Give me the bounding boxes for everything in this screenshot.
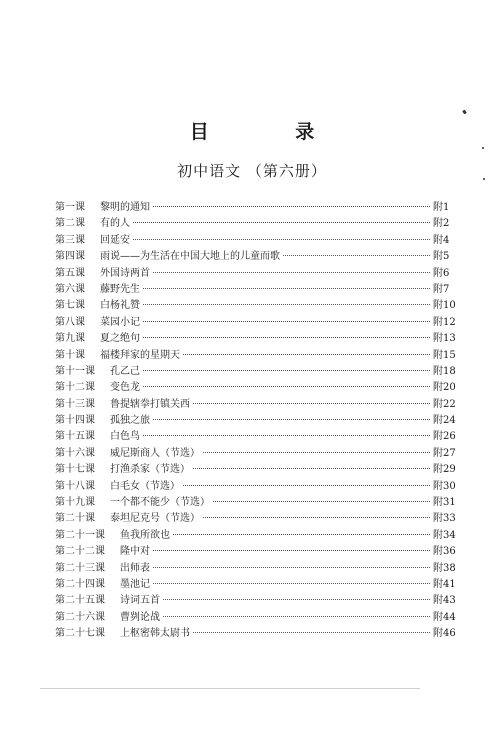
dot-leader (173, 534, 430, 535)
lesson-title: 鲁提辖拳打镇关西 (110, 398, 190, 410)
lesson-number: 第二十四课 (55, 578, 105, 590)
dot-leader (143, 386, 430, 387)
toc-entry (55, 626, 463, 642)
lesson-title: 有的人 (100, 218, 130, 230)
lesson-number: 第二十一课 (55, 529, 105, 541)
lesson-number: 第二十五课 (55, 595, 105, 607)
lesson-title: 威尼斯商人（节选） (110, 447, 200, 459)
dot-leader (193, 403, 430, 404)
book-subtitle: 初中语文 （第六册） (177, 162, 327, 180)
page-reference: 附1 (433, 202, 450, 213)
page-reference: 附5 (433, 251, 450, 263)
lesson-title: 曹刿论战 (120, 611, 160, 623)
lesson-title: 隆中对 (120, 546, 150, 558)
page-reference: 附43 (433, 595, 456, 607)
page-reference: 附13 (433, 333, 456, 345)
lesson-title: 菜园小记 (100, 316, 140, 328)
dot-leader (283, 255, 430, 256)
page-reference: 附46 (433, 628, 456, 640)
dot-leader (153, 206, 430, 207)
lesson-title: 鱼我所欲也 (120, 529, 170, 541)
lesson-number: 第五课 (55, 267, 85, 279)
lesson-title: 孤独之旅 (110, 415, 150, 427)
lesson-title: 外国诗两首 (100, 267, 150, 279)
lesson-number: 第二课 (55, 218, 85, 230)
page-reference: 附36 (433, 546, 456, 558)
dot-leader (153, 583, 430, 584)
dot-leader (143, 321, 430, 322)
dot-leader (183, 485, 430, 486)
lesson-number: 第三课 (55, 234, 85, 246)
lesson-title: 白杨礼赞 (100, 300, 140, 312)
toc-entry (55, 249, 463, 265)
table-of-contents (55, 200, 463, 643)
lesson-number: 第十一课 (55, 365, 95, 377)
lesson-number: 第二十七课 (55, 628, 105, 640)
toc-entry (55, 348, 463, 364)
lesson-title: 泰坦尼克号（节选） (110, 513, 200, 525)
page-reference: 附2 (433, 218, 450, 230)
dot-leader (133, 222, 430, 223)
toc-entry (55, 397, 463, 413)
lesson-number: 第八课 (55, 316, 85, 328)
lesson-number: 第十五课 (55, 431, 95, 443)
dot-leader (133, 239, 430, 240)
dot-leader (143, 304, 430, 305)
lesson-number: 第十二课 (55, 382, 95, 394)
lesson-number: 第十八课 (55, 480, 95, 492)
lesson-title: 白色鸟 (110, 431, 140, 443)
toc-entry (55, 511, 463, 527)
dot-leader (213, 501, 430, 502)
lesson-title: 诗词五首 (120, 595, 160, 607)
toc-entry (55, 446, 463, 462)
toc-entry (55, 544, 463, 560)
lesson-number: 第二十课 (55, 513, 95, 525)
scan-speck (462, 110, 467, 115)
toc-entry (55, 577, 463, 593)
page-reference: 附44 (433, 611, 456, 623)
toc-entry (55, 233, 463, 249)
lesson-number: 第十四课 (55, 415, 95, 427)
toc-entry (55, 298, 463, 314)
toc-entry (55, 593, 463, 609)
lesson-number: 第四课 (55, 251, 85, 263)
lesson-number: 第七课 (55, 300, 85, 312)
lesson-title: 出师表 (120, 562, 150, 574)
page-reference: 附30 (433, 480, 456, 492)
page-reference: 附41 (433, 578, 456, 590)
dot-leader (143, 337, 430, 338)
lesson-number: 第六课 (55, 283, 85, 295)
page-reference: 附7 (433, 283, 450, 295)
lesson-number: 第十七课 (55, 464, 95, 476)
lesson-title: 一个都不能少（节选） (110, 497, 210, 509)
page-reference: 附20 (433, 382, 456, 394)
lesson-title: 黎明的通知 (100, 202, 150, 213)
page-reference: 附31 (433, 497, 456, 509)
lesson-title: 福楼拜家的星期天 (100, 349, 180, 361)
scan-speck (482, 147, 484, 149)
toc-entry (55, 479, 463, 495)
dot-leader (143, 370, 430, 371)
lesson-number: 第二十三课 (55, 562, 105, 574)
lesson-title: 孔乙己 (110, 365, 140, 377)
lesson-title: 藤野先生 (100, 283, 140, 295)
toc-entry (55, 364, 463, 380)
lesson-number: 第十三课 (55, 398, 95, 410)
lesson-title: 变色龙 (110, 382, 140, 394)
lesson-number: 第九课 (55, 333, 85, 345)
toc-entry (55, 331, 463, 347)
page-reference: 附29 (433, 464, 456, 476)
page-reference: 附33 (433, 513, 456, 525)
dot-leader (143, 435, 430, 436)
lesson-number: 第十课 (55, 349, 85, 361)
page-reference: 附4 (433, 234, 450, 246)
scan-speck (483, 178, 485, 180)
page-reference: 附24 (433, 415, 456, 427)
lesson-title: 上枢密韩太尉书 (120, 628, 190, 640)
toc-entry (55, 200, 463, 216)
page-reference: 附27 (433, 447, 456, 459)
dot-leader (193, 468, 430, 469)
dot-leader (163, 616, 430, 617)
toc-entry (55, 495, 463, 511)
page-reference: 附38 (433, 562, 456, 574)
dot-leader (193, 632, 430, 633)
page-title: 目 录 (189, 121, 355, 143)
page-reference: 附6 (433, 267, 450, 279)
dot-leader (153, 419, 430, 420)
dot-leader (163, 599, 430, 600)
lesson-title: 白毛女（节选） (110, 480, 180, 492)
lesson-number: 第一课 (55, 202, 85, 213)
page-reference: 附18 (433, 365, 456, 377)
dot-leader (203, 452, 430, 453)
dot-leader (203, 517, 430, 518)
toc-entry (55, 216, 463, 232)
toc-entry (55, 462, 463, 478)
page-reference: 附15 (433, 349, 456, 361)
page-reference: 附34 (433, 529, 456, 541)
lesson-number: 第十九课 (55, 497, 95, 509)
page-reference: 附26 (433, 431, 456, 443)
toc-entry (55, 413, 463, 429)
lesson-number: 第二十二课 (55, 546, 105, 558)
toc-entry (55, 266, 463, 282)
page-reference: 附22 (433, 398, 456, 410)
toc-entry (55, 610, 463, 626)
toc-entry (55, 315, 463, 331)
lesson-title: 雨说——为生活在中国大地上的儿童而歌 (100, 251, 280, 263)
lesson-number: 第二十六课 (55, 611, 105, 623)
toc-entry (55, 528, 463, 544)
toc-entry (55, 282, 463, 298)
lesson-title: 墨池记 (120, 578, 150, 590)
dot-leader (153, 567, 430, 568)
lesson-number: 第十六课 (55, 447, 95, 459)
lesson-title: 打渔杀家（节选） (110, 464, 190, 476)
dot-leader (153, 272, 430, 273)
dot-leader (143, 288, 430, 289)
lesson-title: 回延安 (100, 234, 130, 246)
dot-leader (153, 550, 430, 551)
scan-edge-line (40, 688, 420, 689)
page-reference: 附10 (433, 300, 456, 312)
toc-entry (55, 380, 463, 396)
toc-entry (55, 429, 463, 445)
dot-leader (183, 354, 430, 355)
page-reference: 附12 (433, 316, 456, 328)
toc-entry (55, 561, 463, 577)
lesson-title: 夏之绝句 (100, 333, 140, 345)
